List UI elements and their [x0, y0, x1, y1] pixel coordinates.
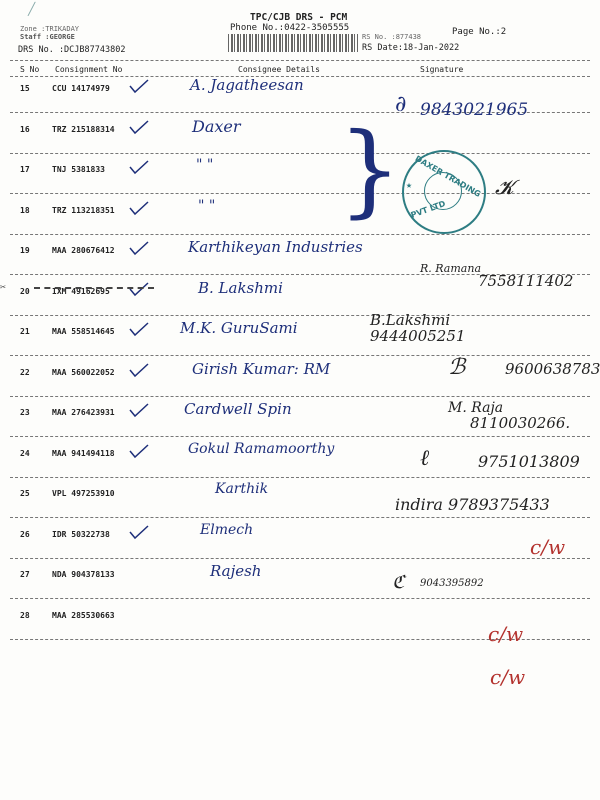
drs-number: DRS No. :DCJB87743802	[18, 45, 126, 55]
row-sno: 24	[20, 448, 30, 458]
page-number: Page No.:2	[452, 27, 507, 37]
corner-scribble: ╱	[28, 2, 36, 16]
barcode	[228, 34, 358, 52]
signature-scribble-23: ℓ	[420, 446, 430, 471]
check-mark-icon	[128, 240, 150, 260]
stamp-text-bottom: PVT LTD	[409, 199, 447, 220]
check-mark-icon	[128, 200, 150, 220]
signature-phone-19: 7558111402	[478, 272, 574, 290]
cw-mark-25: c/w	[530, 535, 566, 559]
row-consignment-number: TRZ 113218351	[52, 205, 115, 215]
row-consignment-number: IXM 49162695	[52, 286, 110, 296]
signature-phone-22: 8110030266.	[470, 414, 571, 432]
row-sno: 17	[20, 165, 30, 174]
consignee-name: Karthikeyan Industries	[188, 238, 363, 256]
row-divider	[10, 477, 590, 478]
rs-number: RS No. :877438	[362, 33, 422, 41]
check-mark-icon	[128, 281, 150, 301]
row-divider	[10, 598, 590, 599]
phone-number: Phone No.:0422-3505555	[230, 23, 350, 33]
signature-phone-15: 9843021965	[420, 100, 529, 120]
check-mark-icon	[128, 321, 150, 341]
consignee-name: Rajesh	[210, 562, 262, 580]
check-mark-icon	[128, 362, 150, 382]
signature-phone-21: 9600638783	[505, 360, 600, 378]
consignee-name: Elmech	[200, 521, 254, 538]
check-mark-icon	[128, 78, 150, 98]
col-header-sno: S No	[20, 65, 40, 74]
consignee-name: Gokul Ramamoorthy	[188, 440, 335, 457]
consignee-name: A. Jagatheesan	[190, 76, 304, 94]
signature-20: B.Lakshmi 9444005251	[370, 311, 466, 345]
row-divider	[10, 396, 590, 397]
row-consignment-number: IDR 50322738	[52, 529, 110, 539]
signature-scribble-15: ∂	[395, 92, 407, 117]
signature-name-19: R. Ramana	[420, 262, 481, 275]
row-consignment-number: MAA 558514645	[52, 327, 115, 336]
row-divider	[10, 153, 590, 154]
col-header-signature: Signature	[420, 65, 464, 74]
consignee-name: M.K. GuruSami	[180, 319, 298, 337]
row-sno: 16	[20, 124, 30, 134]
row-sno: 21	[20, 327, 30, 336]
row-sno: 27	[20, 570, 30, 579]
cw-mark-27: c/w	[488, 622, 524, 646]
row-sno: 18	[20, 205, 30, 215]
signature-24: indira 9789375433	[395, 495, 550, 514]
row-consignment-number: VPL 497253910	[52, 489, 115, 498]
check-mark-icon	[128, 119, 150, 139]
consignee-name: " "	[196, 157, 214, 173]
row-sno: 22	[20, 367, 30, 377]
staff-label: Staff :GEORGE	[20, 33, 75, 41]
col-header-consignee: Consignee Details	[238, 65, 320, 74]
check-mark-icon	[128, 443, 150, 463]
row-sno: 26	[20, 529, 30, 539]
stamp-text-top: DAXER TRADING	[413, 154, 483, 199]
row-divider	[10, 234, 590, 235]
consignee-name: " "	[198, 197, 216, 214]
row-divider	[10, 436, 590, 437]
row-sno: 19	[20, 246, 30, 255]
row-divider	[10, 558, 590, 559]
row-consignment-number: MAA 276423931	[52, 408, 115, 417]
row-consignment-number: MAA 285530663	[52, 610, 115, 620]
row-divider	[10, 517, 590, 518]
row-consignment-number: MAA 560022052	[52, 367, 115, 377]
company-stamp	[402, 150, 482, 230]
check-mark-icon	[128, 159, 150, 179]
cw-mark-28: c/w	[490, 665, 526, 689]
signature-phone-23: 9751013809	[478, 452, 580, 471]
row-consignment-number: MAA 941494118	[52, 448, 115, 458]
check-mark-icon	[128, 524, 150, 544]
row-sno: 28	[20, 610, 30, 620]
brace-mark: }	[338, 111, 402, 228]
row-divider	[10, 355, 590, 356]
signature-name-22: M. Raja	[448, 400, 504, 416]
zone-label: Zone :TRIKADAY	[20, 25, 80, 33]
consignee-name: Cardwell Spin	[184, 400, 292, 418]
document-title: TPC/CJB DRS - PCM	[250, 12, 348, 23]
row-sno: 15	[20, 84, 30, 93]
row-sno: 23	[20, 408, 30, 417]
check-mark-icon	[128, 402, 150, 422]
row-consignment-number: TNJ 5381833	[52, 165, 105, 174]
row-consignment-number: MAA 280676412	[52, 246, 115, 255]
signature-scribble-17: 𝓚	[495, 175, 514, 199]
signature-scribble-21: ℬ	[448, 355, 466, 380]
row-sno: 20	[20, 286, 30, 296]
consignee-name: Karthik	[215, 481, 269, 497]
row-sno: 25	[20, 489, 30, 498]
consignee-name: B. Lakshmi	[198, 278, 283, 297]
margin-dash	[34, 287, 154, 289]
margin-mark: ✂	[0, 282, 7, 293]
row-consignment-number: NDA 904378133	[52, 570, 115, 579]
star-icon: ★	[406, 180, 413, 191]
row-consignment-number: CCU 14174979	[52, 84, 110, 93]
header-divider	[10, 60, 590, 61]
signature-phone-26: 9043395892	[420, 578, 484, 589]
rs-date: RS Date:18-Jan-2022	[362, 43, 460, 53]
consignee-name: Girish Kumar: RM	[192, 359, 331, 378]
consignee-name: Daxer	[192, 116, 241, 136]
signature-scribble-26: ℭ	[392, 572, 405, 593]
col-header-consignment: Consignment No	[55, 65, 123, 74]
row-consignment-number: TRZ 215188314	[52, 124, 115, 134]
